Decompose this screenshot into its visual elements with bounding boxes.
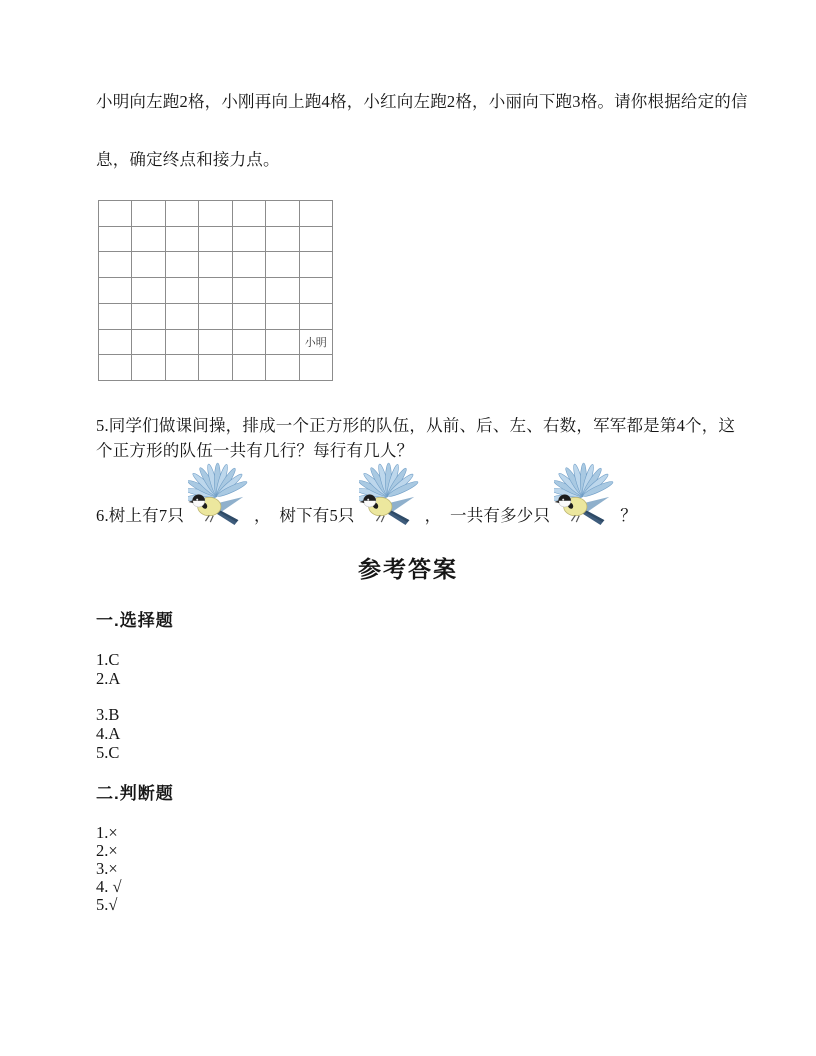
grid-cell [166, 304, 199, 330]
answer-item: 5.√ [96, 895, 118, 914]
grid-cell [233, 252, 266, 278]
answer-item: 2.× [96, 841, 118, 860]
answer-item: 5.C [96, 743, 120, 762]
grid-cell [132, 278, 165, 304]
grid-cell [199, 330, 232, 356]
grid-label: 小明 [304, 336, 327, 349]
grid-cell [99, 330, 132, 356]
grid-cell [166, 330, 199, 356]
section-heading-choice: 一.选择题 [96, 611, 174, 630]
answer-item: 4.A [96, 724, 121, 743]
grid-cell [199, 252, 232, 278]
grid-cell [233, 330, 266, 356]
intro-line-1: 小明向左跑2格，小刚再向上跑4格，小红向左跑2格，小丽向下跑3格。请你根据给定的信 [96, 92, 748, 111]
grid-cell [266, 227, 299, 253]
grid-cell [132, 330, 165, 356]
grid-cell [199, 201, 232, 227]
answer-item: 2.A [96, 669, 121, 688]
answer-item: 1.× [96, 823, 118, 842]
grid-cell [233, 227, 266, 253]
grid-cell [99, 201, 132, 227]
grid-cell [266, 330, 299, 356]
answer-grid [98, 200, 333, 381]
question-6-part-3: ， 一共有多少只 [424, 506, 551, 525]
grid-cell [300, 227, 333, 253]
choice-answers-group1 [96, 650, 120, 688]
grid-cell [233, 355, 266, 381]
grid-cell [233, 201, 266, 227]
bird-icon [359, 460, 421, 528]
question-6-part-1: 6.树上有7只 [96, 506, 185, 525]
grid-cell [300, 355, 333, 381]
answer-item: 4. √ [96, 877, 122, 896]
question-5-line-1: 5.同学们做课间操，排成一个正方形的队伍，从前、后、左、右数，军军都是第4个，这 [96, 416, 736, 435]
grid-cell [199, 278, 232, 304]
answers-title: 参考答案 [358, 556, 458, 582]
grid-cell [300, 252, 333, 278]
grid-cell [266, 278, 299, 304]
judge-answers [96, 824, 122, 914]
intro-line-2: 息，确定终点和接力点。 [96, 150, 280, 169]
question-6-part-4: ？ [620, 506, 637, 525]
grid-cell [132, 304, 165, 330]
bird-icon [554, 460, 616, 528]
grid-cell [199, 227, 232, 253]
grid-cell [300, 201, 333, 227]
answer-item: 3.B [96, 705, 120, 724]
question-6 [96, 458, 637, 528]
grid-cell [166, 355, 199, 381]
grid-cell [266, 252, 299, 278]
grid-cell [99, 227, 132, 253]
grid-cell [266, 355, 299, 381]
grid-cell [300, 330, 333, 356]
answer-item: 1.C [96, 650, 120, 669]
grid-cell [132, 201, 165, 227]
grid-cell [199, 304, 232, 330]
grid-cell [300, 278, 333, 304]
bird-icon [188, 460, 250, 528]
question-6-part-2: ， 树下有5只 [254, 506, 355, 525]
grid-cell [166, 201, 199, 227]
grid-cell [266, 304, 299, 330]
grid-cell [233, 278, 266, 304]
grid-cell [99, 278, 132, 304]
grid-cell [166, 227, 199, 253]
question-5 [96, 413, 735, 463]
grid-cell [132, 355, 165, 381]
grid-cell [199, 355, 232, 381]
grid-cell [300, 304, 333, 330]
grid-cell [99, 304, 132, 330]
grid-cell [266, 201, 299, 227]
question-5-line-2: 个正方形的队伍一共有几行？每行有几人？ [96, 441, 414, 460]
grid-cell [233, 304, 266, 330]
section-heading-judge: 二.判断题 [96, 784, 174, 803]
grid-cell [166, 278, 199, 304]
grid-cell [166, 252, 199, 278]
choice-answers-group2 [96, 705, 120, 762]
grid-cell [99, 355, 132, 381]
answer-item: 3.× [96, 859, 118, 878]
grid-cell [132, 227, 165, 253]
grid-cell [132, 252, 165, 278]
grid-cell [99, 252, 132, 278]
